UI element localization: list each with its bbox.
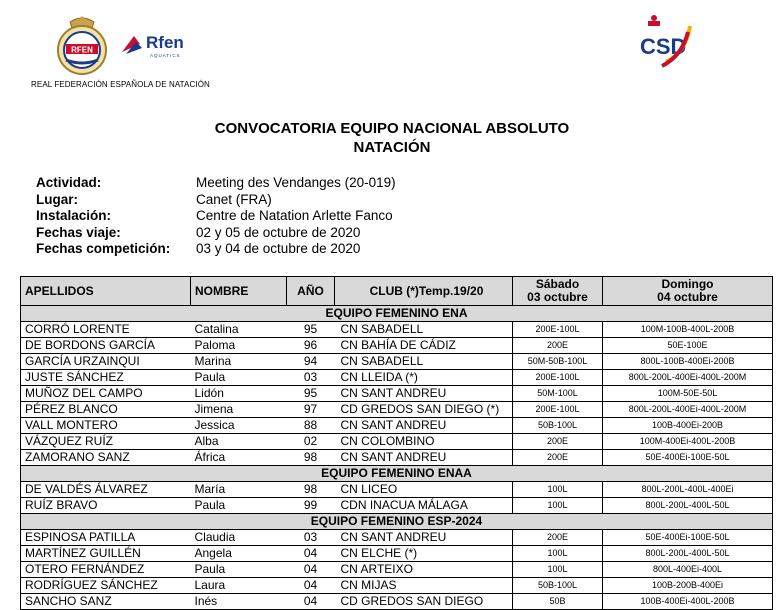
cell-sabado: 100L (513, 546, 603, 562)
table-row (21, 418, 773, 434)
table-row (21, 354, 773, 370)
svg-text:CSD: CSD (640, 34, 687, 59)
cell-ano: 97 (287, 402, 335, 418)
info-value: 02 y 05 de octubre de 2020 (196, 224, 361, 240)
info-label: Fechas viaje: (36, 224, 121, 240)
cell-sabado: 200E (513, 530, 603, 546)
section-header-row (21, 306, 773, 322)
table-header-row (21, 277, 773, 306)
cell-domingo: 100M-50E-50L (603, 386, 773, 402)
table-row (21, 498, 773, 514)
cell-sabado: 50M-100L (513, 386, 603, 402)
cell-ano: 03 (287, 530, 335, 546)
cell-club: CN ELCHE (*) (335, 546, 513, 562)
federation-name: REAL FEDERACIÓN ESPAÑOLA DE NATACIÓN (31, 80, 210, 89)
cell-nombre: Catalina (191, 322, 287, 338)
cell-apellidos: RODRÍGUEZ SÁNCHEZ (21, 578, 191, 594)
cell-domingo: 50E-100E (603, 338, 773, 354)
cell-apellidos: ZAMORANO SANZ (21, 450, 191, 466)
cell-apellidos: ESPINOSA PATILLA (21, 530, 191, 546)
cell-club: CN SANT ANDREU (335, 530, 513, 546)
cell-nombre: Lidón (191, 386, 287, 402)
cell-apellidos: DE VALDÉS ÁLVAREZ (21, 482, 191, 498)
table-row (21, 338, 773, 354)
cell-domingo: 800L-200L-400L-50L (603, 498, 773, 514)
cell-sabado: 100L (513, 562, 603, 578)
cell-ano: 02 (287, 434, 335, 450)
cell-apellidos: VALL MONTERO (21, 418, 191, 434)
cell-nombre: África (191, 450, 287, 466)
cell-domingo: 50E-400Ei-100E-50L (603, 530, 773, 546)
cell-ano: 95 (287, 386, 335, 402)
svg-text:AQUATICS: AQUATICS (150, 53, 181, 58)
cell-club: CN SABADELL (335, 354, 513, 370)
header-sabado: Sábado 03 octubre (513, 277, 603, 306)
cell-domingo: 100B-200B-400Ei (603, 578, 773, 594)
cell-club: CN SANT ANDREU (335, 450, 513, 466)
section-title: EQUIPO FEMENINO ENAA (21, 466, 773, 482)
table-row (21, 578, 773, 594)
section-title: EQUIPO FEMENINO ESP-2024 (21, 514, 773, 530)
cell-apellidos: RUÍZ BRAVO (21, 498, 191, 514)
cell-sabado: 100L (513, 498, 603, 514)
info-row (36, 192, 396, 209)
cell-domingo: 100B-400Ei-400L-200B (603, 594, 773, 610)
cell-ano: 04 (287, 562, 335, 578)
cell-ano: 96 (287, 338, 335, 354)
cell-ano: 98 (287, 450, 335, 466)
cell-nombre: Paula (191, 562, 287, 578)
cell-nombre: Jimena (191, 402, 287, 418)
cell-apellidos: DE BORDONS GARCÍA (21, 338, 191, 354)
table-row (21, 482, 773, 498)
cell-sabado: 200E (513, 338, 603, 354)
cell-nombre: Alba (191, 434, 287, 450)
table-row (21, 370, 773, 386)
cell-apellidos: MARTÍNEZ GUILLÉN (21, 546, 191, 562)
section-title: EQUIPO FEMENINO ENA (21, 306, 773, 322)
table-row (21, 386, 773, 402)
table-row (21, 546, 773, 562)
cell-club: CN BAHÍA DE CÁDIZ (335, 338, 513, 354)
cell-sabado: 200E-100L (513, 370, 603, 386)
rfen-aquatics-logo (120, 30, 216, 60)
cell-nombre: Inés (191, 594, 287, 610)
cell-apellidos: PÉREZ BLANCO (21, 402, 191, 418)
cell-club: CN COLOMBINO (335, 434, 513, 450)
section-header-row (21, 466, 773, 482)
cell-ano: 04 (287, 578, 335, 594)
cell-nombre: Paula (191, 498, 287, 514)
cell-ano: 04 (287, 594, 335, 610)
cell-club: CN ARTEIXO (335, 562, 513, 578)
header-apellidos: APELLIDOS (21, 277, 191, 306)
cell-domingo: 800L-200L-400L-50L (603, 546, 773, 562)
cell-club: CN LLEIDA (*) (335, 370, 513, 386)
cell-apellidos: SANCHO SANZ (21, 594, 191, 610)
cell-sabado: 50M-50B-100L (513, 354, 603, 370)
cell-sabado: 50B-100L (513, 418, 603, 434)
cell-nombre: Paloma (191, 338, 287, 354)
event-info (36, 175, 396, 258)
cell-nombre: Paula (191, 370, 287, 386)
cell-sabado: 200E-100L (513, 402, 603, 418)
section-header-row (21, 514, 773, 530)
cell-apellidos: GARCÍA URZAINQUI (21, 354, 191, 370)
cell-domingo: 100M-400Ei-400L-200B (603, 434, 773, 450)
cell-club: CD GREDOS SAN DIEGO (335, 594, 513, 610)
info-label: Instalación: (36, 208, 112, 223)
info-value: Centre de Natation Arlette Fanco (196, 208, 393, 223)
document-title: CONVOCATORIA EQUIPO NACIONAL ABSOLUTO (214, 120, 570, 137)
cell-domingo: 800L-100B-400Ei-200B (603, 354, 773, 370)
cell-club: CN LICEO (335, 482, 513, 498)
cell-ano: 04 (287, 546, 335, 562)
info-row (36, 175, 396, 192)
cell-nombre: María (191, 482, 287, 498)
info-value: 03 y 04 de octubre de 2020 (196, 241, 361, 256)
cell-club: CN SABADELL (335, 322, 513, 338)
info-row (36, 225, 396, 242)
cell-sabado: 100L (513, 482, 603, 498)
table-row (21, 450, 773, 466)
info-label: Lugar: (36, 191, 78, 207)
cell-nombre: Claudia (191, 530, 287, 546)
cell-sabado: 50B-100L (513, 578, 603, 594)
header-ano: AÑO (287, 277, 335, 306)
csd-logo (636, 12, 696, 74)
svg-text:Rfen: Rfen (146, 33, 184, 52)
cell-apellidos: MUÑOZ DEL CAMPO (21, 386, 191, 402)
header-club: CLUB (*)Temp.19/20 (335, 277, 513, 306)
cell-apellidos: JUSTE SÁNCHEZ (21, 370, 191, 386)
cell-apellidos: OTERO FERNÁNDEZ (21, 562, 191, 578)
cell-nombre: Angela (191, 546, 287, 562)
cell-club: CN SANT ANDREU (335, 386, 513, 402)
table-row (21, 562, 773, 578)
cell-domingo: 800L-200L-400Ei-400L-200M (603, 402, 773, 418)
svg-text:RFEN: RFEN (71, 45, 93, 55)
cell-nombre: Laura (191, 578, 287, 594)
cell-nombre: Marina (191, 354, 287, 370)
header-nombre: NOMBRE (191, 277, 287, 306)
cell-club: CN SANT ANDREU (335, 418, 513, 434)
cell-nombre: Jessica (191, 418, 287, 434)
cell-club: CDN INACUA MÁLAGA (335, 498, 513, 514)
cell-domingo: 800L-200L-400Ei-400L-200M (603, 370, 773, 386)
table-row (21, 402, 773, 418)
cell-sabado: 200E (513, 450, 603, 466)
info-value: Meeting des Vendanges (20-019) (196, 175, 396, 190)
athletes-table (20, 276, 773, 610)
cell-sabado: 50B (513, 594, 603, 610)
info-value: Canet (FRA) (196, 191, 272, 207)
cell-ano: 94 (287, 354, 335, 370)
cell-ano: 95 (287, 322, 335, 338)
table-row (21, 322, 773, 338)
cell-club: CD GREDOS SAN DIEGO (*) (335, 402, 513, 418)
cell-sabado: 200E (513, 434, 603, 450)
cell-apellidos: VÁZQUEZ RUÍZ (21, 434, 191, 450)
cell-domingo: 100B-400Ei-200B (603, 418, 773, 434)
info-label: Actividad: (36, 175, 102, 190)
table-row (21, 530, 773, 546)
info-row (36, 241, 396, 258)
cell-domingo: 100M-100B-400L-200B (603, 322, 773, 338)
table-row (21, 594, 773, 610)
cell-domingo: 800L-400Ei-400L (603, 562, 773, 578)
cell-ano: 88 (287, 418, 335, 434)
cell-ano: 98 (287, 482, 335, 498)
rfen-crest-logo (52, 14, 112, 76)
cell-sabado: 200E-100L (513, 322, 603, 338)
document-subtitle: NATACIÓN (353, 139, 431, 156)
table-row (21, 434, 773, 450)
cell-ano: 99 (287, 498, 335, 514)
cell-ano: 03 (287, 370, 335, 386)
cell-domingo: 50E-400Ei-100E-50L (603, 450, 773, 466)
cell-club: CN MIJAS (335, 578, 513, 594)
cell-apellidos: CORRÓ LORENTE (21, 322, 191, 338)
info-row (36, 208, 396, 225)
cell-domingo: 800L-200L-400L-400Ei (603, 482, 773, 498)
info-label: Fechas competición: (36, 241, 171, 256)
header-domingo: Domingo 04 octubre (603, 277, 773, 306)
